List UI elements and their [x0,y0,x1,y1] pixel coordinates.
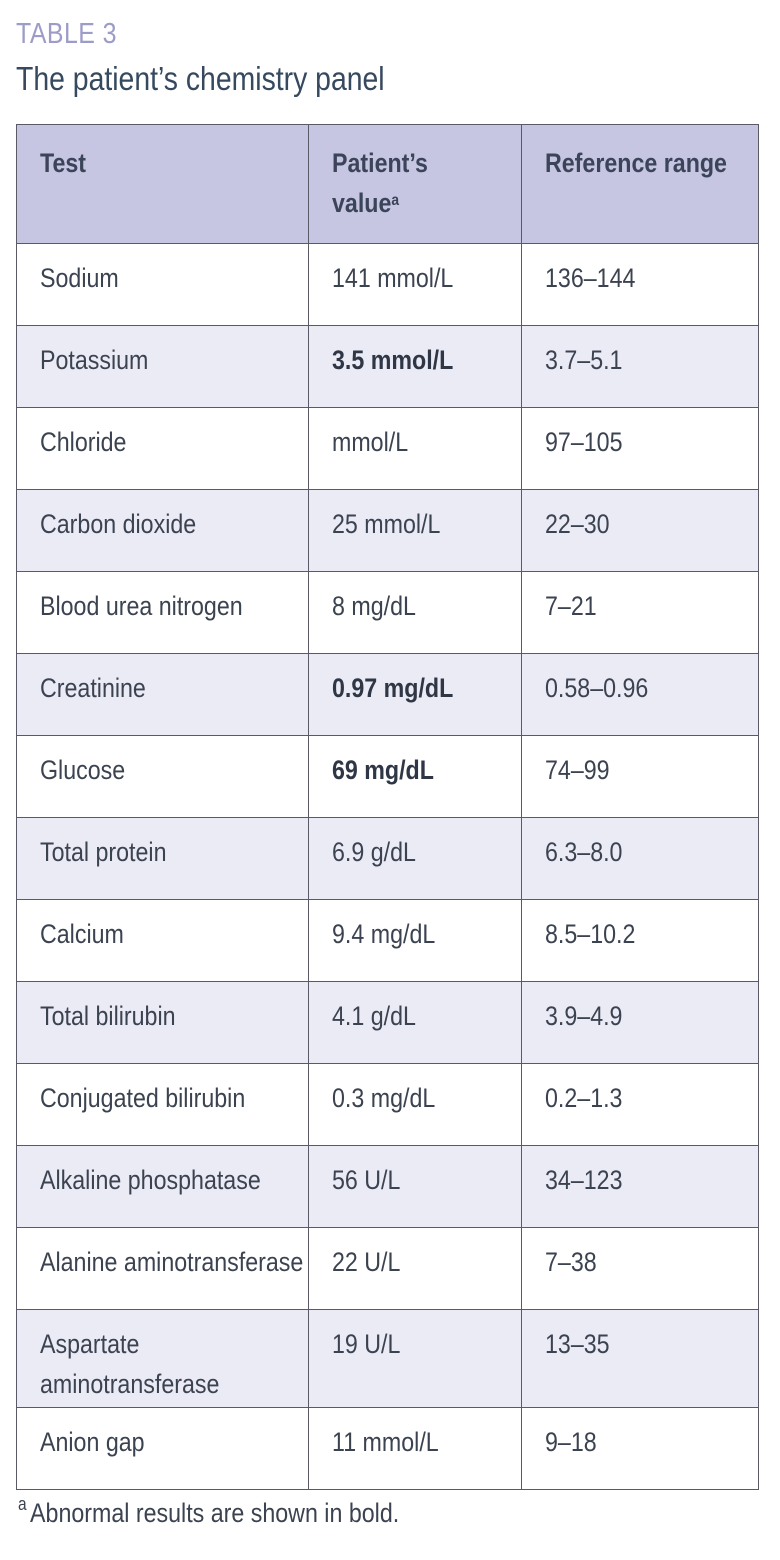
cell-test: Chloride [17,408,309,490]
cell-range: 6.3–8.0 [522,818,759,900]
cell-test: Alanine aminotransferase [17,1228,309,1310]
cell-value: 0.3 mg/dL [309,1064,522,1146]
table-row [17,654,759,736]
cell-test: Creatinine [17,654,309,736]
table-row [17,408,759,490]
footnote-text: Abnormal results are shown in bold. [30,1498,400,1528]
cell-test: Blood urea nitrogen [17,572,309,654]
cell-test: Calcium [17,900,309,982]
cell-range: 7–21 [522,572,759,654]
cell-value: 8 mg/dL [309,572,522,654]
column-header-value: Patient’s value$^a$ [309,125,522,244]
footnote-marker: a [18,1494,27,1514]
table-body [17,244,759,1490]
cell-value: 3.5 mmol/L [309,326,522,408]
column-header-range: Reference range [522,125,759,244]
table-row [17,818,759,900]
cell-test: Anion gap [17,1408,309,1490]
cell-range: 136–144 [522,244,759,326]
table-row [17,736,759,818]
table-row [17,572,759,654]
table-row [17,982,759,1064]
cell-value: mmol/L [309,408,522,490]
cell-range: 3.9–4.9 [522,982,759,1064]
cell-range: 9–18 [522,1408,759,1490]
table-row [17,1408,759,1490]
cell-range: 74–99 [522,736,759,818]
table-row [17,1146,759,1228]
cell-value: 9.4 mg/dL [309,900,522,982]
column-header-test: Test [17,125,309,244]
cell-test: Potassium [17,326,309,408]
cell-value: 4.1 g/dL [309,982,522,1064]
chemistry-panel-table [16,124,759,1490]
cell-value: 11 mmol/L [309,1408,522,1490]
cell-value: 22 U/L [309,1228,522,1310]
footnote [18,1494,400,1529]
cell-range: 3.7–5.1 [522,326,759,408]
cell-range: 97–105 [522,408,759,490]
cell-test: Alkaline phosphatase [17,1146,309,1228]
cell-range: 7–38 [522,1228,759,1310]
table-row [17,1064,759,1146]
cell-range: 22–30 [522,490,759,572]
footnote-marker: a [391,192,400,209]
table-row [17,1228,759,1310]
cell-range: 34–123 [522,1146,759,1228]
cell-value: 69 mg/dL [309,736,522,818]
table-row [17,326,759,408]
cell-range: 0.2–1.3 [522,1064,759,1146]
cell-range: 13–35 [522,1310,759,1408]
cell-value: 25 mmol/L [309,490,522,572]
cell-value: 141 mmol/L [309,244,522,326]
cell-test: Sodium [17,244,309,326]
cell-test: Total bilirubin [17,982,309,1064]
cell-range: 8.5–10.2 [522,900,759,982]
table-title: The patient’s chemistry panel [16,60,385,97]
cell-test: Total protein [17,818,309,900]
cell-value: 6.9 g/dL [309,818,522,900]
cell-value: 0.97 mg/dL [309,654,522,736]
cell-test: Conjugated bilirubin [17,1064,309,1146]
cell-test: Glucose [17,736,309,818]
table-row [17,244,759,326]
table-label: TABLE 3 [16,18,117,50]
cell-value: 56 U/L [309,1146,522,1228]
table-row [17,1310,759,1408]
cell-test: Aspartate aminotransferase [17,1310,309,1408]
table-header [17,125,759,244]
table-row [17,900,759,982]
cell-value: 19 U/L [309,1310,522,1408]
cell-range: 0.58–0.96 [522,654,759,736]
cell-test: Carbon dioxide [17,490,309,572]
table-row [17,490,759,572]
